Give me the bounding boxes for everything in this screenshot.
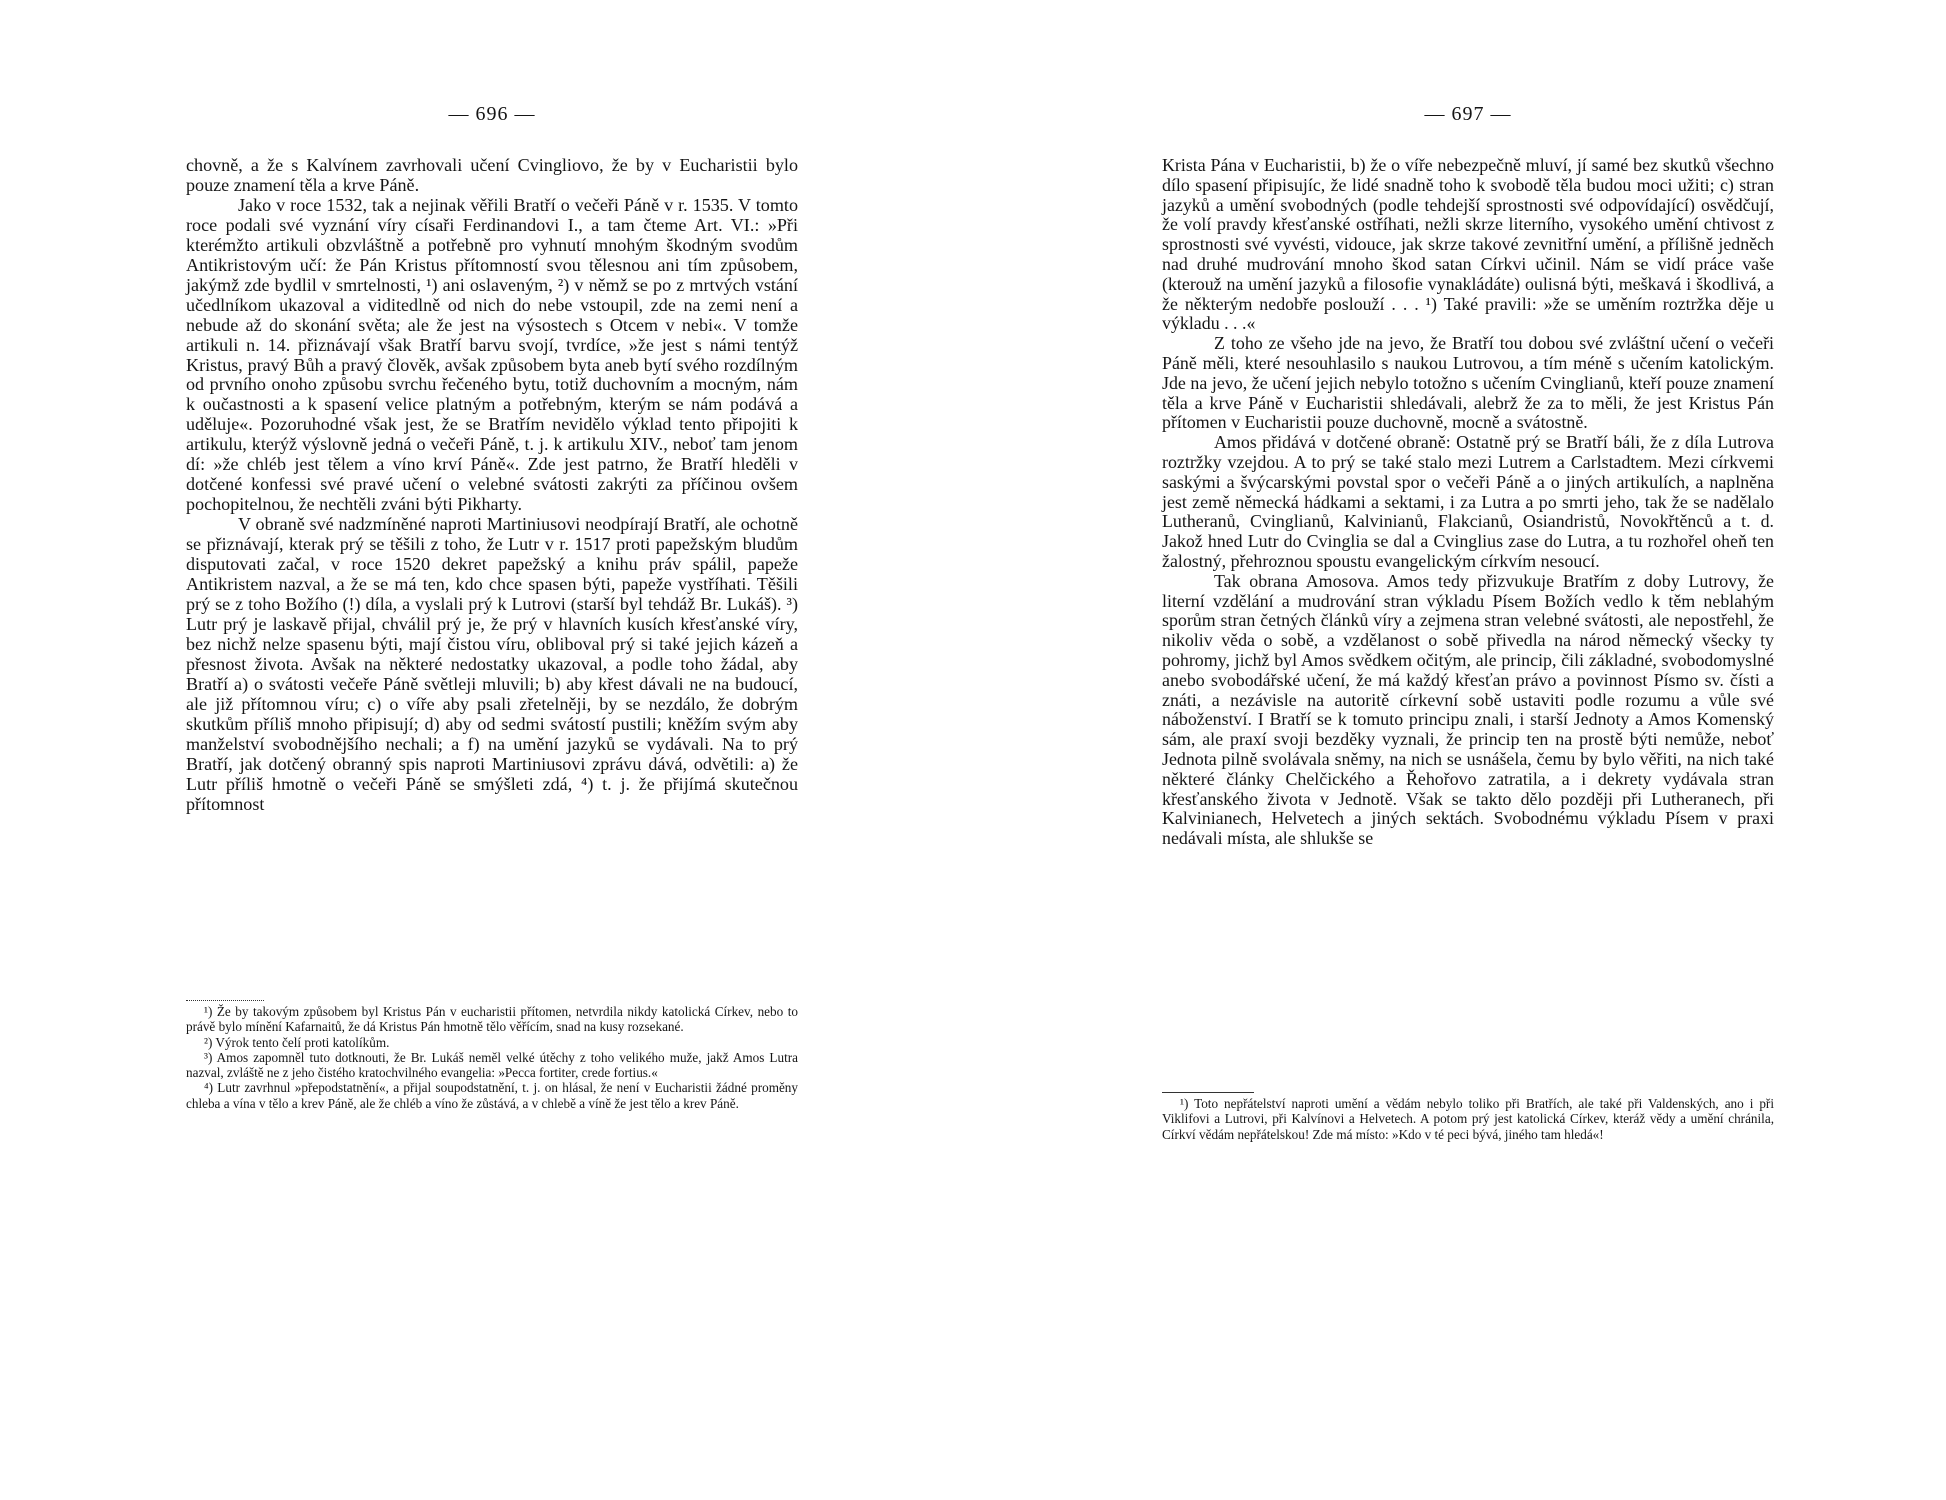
body-text [186,156,798,814]
footnote: ²) Výrok tento čelí proti katolíkům. [204,1034,390,1050]
paragraph: Tak obrana Amosova. Amos tedy přizvukuje Bratřím z doby Lutrovy, že literní vzdělání a mudrování stran výkladu Písem Božích vedlo k těm neblahým sporům stran četných článků víry a zejmena stran velebné svátosti, ale nepostřehl, že nikoliv věda o sobě, a vzdělanost o sobě přivedla na národ německý všecky ty pohromy, jichž byl Amos svědkem očitým, ale princip, čili základné, svobodomyslné anebo svobodářské učení, že má každý křesťan právo a povinnost Písmo sv. čísti a znáti, a nezávisle na autoritě církevní sobě ustaviti podle rozumu a vůle své náboženství. I Bratří se k tomuto principu znali, i starší Jednoty a Amos Komenský sám, ale praxí svoji bezděky vyznali, že princip ten na prostě býti nemůže, neboť Jednota pilně svolávala sněmy, na nich se usnášela, čemu by bylo věřiti, na nich také některé články Chelčického a Řehořovo zatratila, a i dekrety vydávala stran křesťanského života v Jednotě. Však se takto dělo později při Lutheranech, při Kalvinianech, Helvetech a jiných sektách. Svobodnému výkladu Písem v praxi nedávali místa, ale shlukše se [1162,570,1774,849]
paragraph: chovně, a že s Kalvínem zavrhovali učení Cvingliovo, že by v Eucharistii bylo pouze znamení těla a krve Páně. [186,155,798,195]
footnote: ⁴) Lutr zavrhnul »přepodstatnění«, a přijal soupodstatnění, t. j. on hlásal, že není v Eucharistii žádné proměny chleba a vína v tělo a krev Páně, ale že chléb a víno že zůstává, a v chlebě a víně že jest tělo a krev Páně. [186,1080,798,1111]
paragraph: Z toho ze všeho jde na jevo, že Bratří tou dobou své zvláštní učení o večeři Páně měli, které nesouhlasilo s naukou Lutrovou, a tím méně s učením katolickým. Jde na jevo, že učení jejich nebylo totožno s učením Cvinglianů, kteří pouze znamení těla a krve Páně v Eucharistii shledávali, alebrž že za to měli, že jest Kristus Pán přítomen v Eucharistii pouze duchovně, mocně a svátostně. [1162,333,1774,433]
paragraph: V obraně své nadzmíněné naproti Martiniusovi neodpírají Bratří, ale ochotně se přiznávají, kterak prý se těšili z toho, že Lutr v r. 1517 proti papežským bludům disputovati začal, v roce 1520 dekret papežský a knihu práv spálil, papeže Antikristem nazval, a že se má ten, kdo chce spasen býti, papeže vystříhati. Těšili prý se z toho Božího (!) díla, a vyslali prý k Lutrovi (starší byl tehdáž Br. Lukáš). ³) Lutr prý je laskavě přijal, chválil prý je, že prý v hlavních kusích křesťanské víry, bez nichž nelze spasenu býti, mají čistou víru, obliboval prý si také jejich kázeň a přesnost života. Avšak na některé nedostatky ukazoval, a podle toho žádal, aby Bratří a) o svátosti večeře Páně světleji mluvili; b) aby křest dávali ne na budoucí, ale již přítomnou víru; c) o víře aby psali zřetelněji, by se nezdálo, že dobrým skutkům příliš mnoho připisují; d) aby od sedmi svátostí pustili; kněžím svým aby manželství svobodnějšího nechali; a f) na umění jazyků se vydávali. Na to prý Bratří, jak dotčený obranný spis naproti Martiniusovi zprávu dává, odvětili: a) že Lutr příliš hmotně o večeři Páně se smýšleti zdá, ⁴) t. j. že přijímá skutečnou přítomnost [186,514,798,814]
page-number: — 696 — [448,103,536,125]
paragraph: Amos přidává v dotčené obraně: Ostatně prý se Bratří báli, že z díla Lutrova roztržky vzejdou. A to prý se také stalo mezi Lutrem a Carlstadtem. Mezi církvemi saskými a švýcarskými povstal spor o večeři Páně a o jiných artikulích, a naplněna jest země německá hádkami a sektami, i za Lutra a po smrti jeho, tak že se nadělalo Lutheranů, Cvinglianů, Kalvinianů, Flakcianů, Osiandristů, Novokřtěnců a t. d. Jakož hned Lutr do Cvinglia se dal a Cvinglius zase do Lutra, a tu rozhořel oheň ten žalostný, přehroznou spoustu evangelickým církvím nesoucí. [1162,432,1774,571]
footnote: ³) Amos zapomněl tuto dotknouti, že Br. Lukáš neměl velké útěchy z toho velikého muže, jakž Amos Lutra nazval, zvláště ne z jeho čistého kratochvilného evangelia: »Pecca fortiter, crede fortius.« [186,1049,798,1081]
footnote: ¹) Že by takovým způsobem byl Kristus Pán v eucharistii přítomen, netvrdila nikdy katolická Církev, nebo to právě bylo mínění Kafarnaitů, že dá Kristus Pán hmotně tělo věřícím, snad na kusy rozsekané. [186,1004,798,1035]
footnote: ¹) Toto nepřátelství naproti umění a vědám nebylo toliko při Bratřích, ale také při Valdenských, ano i při Viklifovi a Lutrovi, při Kalvínovi a Helvetech. A potom prý jest katolická Církev, kteráž vědy a umění chránila, Církví vědám nepřátelskou! Zde má místo: »Kdo v té peci bývá, jiného tam hledá«! [1162,1096,1774,1142]
body-text [1162,156,1774,849]
footnote-separator [1162,1092,1254,1093]
footnote-separator [186,1000,264,1001]
footnotes [186,1004,798,1111]
page-number: — 697 — [1424,103,1512,125]
left-page [186,0,798,1500]
right-page [1162,0,1774,1500]
paragraph: Jako v roce 1532, tak a nejinak věřili Bratří o večeři Páně v r. 1535. V tomto roce podali své vyznání víry císaři Ferdinandovi I., a tam čteme Art. VI.: »Při kterémžto artikuli obzvláštně a potřebně pro vyhnutí mnohým škodným svodům Antikristovým učí: že Pán Kristus přítomností svou tělesnou ani tím způsobem, jakýmž zde bydlil v smrtelnosti, ¹) ani oslaveným, ²) v němž se po z mrtvých vstání učedlníkom ukazoval a viditedlně od nich do nebe vstoupil, zde na zemi není a nebude až do skonání světa; ale že jest na výsostech s Otcem v nebi«. V tomže artikuli n. 14. přiznávají však Bratří barvu svojí, tvrdíce, »že jest s námi tentýž Kristus, pravý Bůh a pravý člověk, avšak způsobem byta aneb bytí svého rozdílným od prvního onoho způsobu svrchu řečeného bytu, totiž duchovním a mocným, nám k oučastnosti a k spasení velice platným a potřebným, kterým se nám podává a uděluje«. Pozoruhodné však jest, že se Bratřím nevidělo výklad tento připojiti k artikulu, kterýž výslovně jedná o večeři Páně, t. j. k artikulu XIV., neboť tam jenom dí: »že chléb jest tělem a víno krví Páně«. Zde jest patrno, že Bratří hleděli v dotčené konfessi své pravé učení o velebné svátosti zakrýti za příčinou ovšem pochopitelnou, že nechtěli zváni býti Pikharty. [186,194,798,515]
footnotes [1162,1096,1774,1142]
paragraph: Krista Pána v Eucharistii, b) že o víře nebezpečně mluví, jí samé bez skutků všechno dílo spasení připisujíc, že lidé snadně toho k svobodě těla budou moci užiti; c) stran jazyků a umění svobodných (podle tehdejší sprostnosti své odpovídající) osvědčují, že volí pravdy křesťanské ostříhati, nežli skrze literního, vysokého umění chtivost z sprostnosti své vyvésti, vidouce, jak skrze takové zevnitřní umění, a přílišně jedněch nad druhé mudrování mnoho škod satan Církvi učinil. Nám se vidí práce vaše (kterouž na umění jazyků a filosofie vynakládáte) oulisná býti, meškavá i škodlivá, a že některým nedobře poslouží . . . ¹) Také pravili: »že se uměním roztržka děje u výkladu . . .« [1162,155,1774,334]
